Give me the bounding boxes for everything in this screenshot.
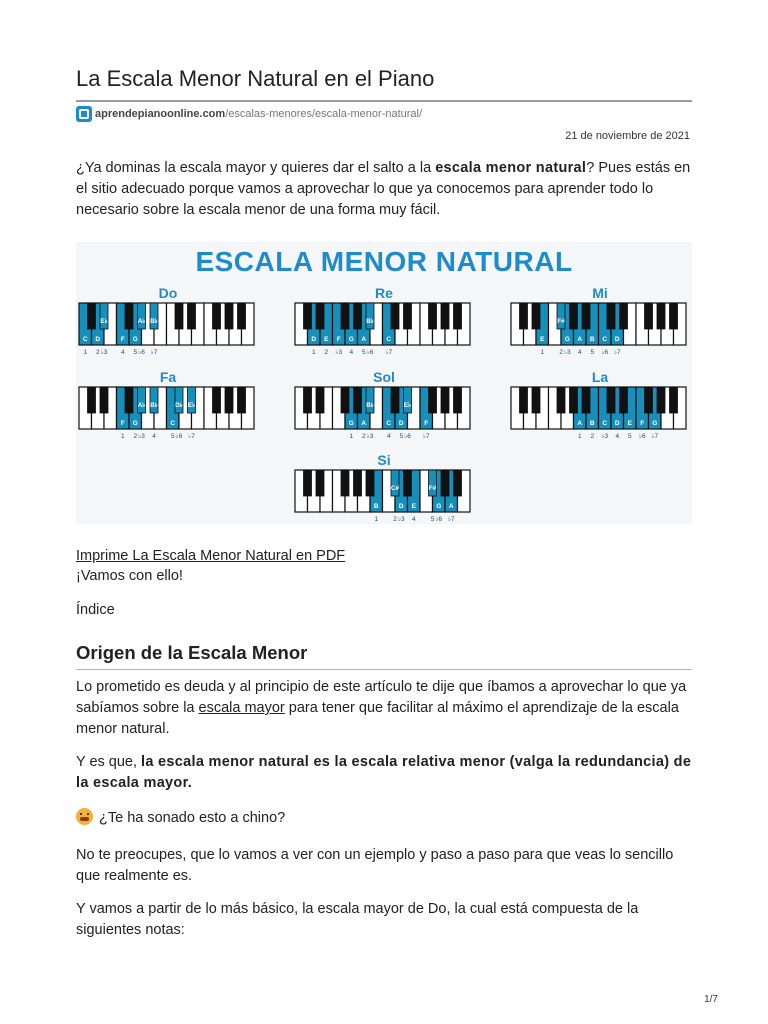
lets-go-text: ¡Vamos con ello! <box>76 568 183 584</box>
degree-label: ♭3 <box>335 349 343 356</box>
black-key <box>670 303 678 329</box>
black-key <box>404 387 412 413</box>
p2-text: Y es que, <box>76 754 142 770</box>
black-key <box>100 303 108 329</box>
note-label: F <box>640 420 645 427</box>
degree-label: 4 <box>577 349 582 356</box>
section-paragraph-4: No te preocupes, que lo vamos a ver con un ejemplo y paso a paso para que veas lo sencillo que realmente es. <box>76 847 674 884</box>
degree-label: 5 <box>627 433 632 440</box>
note-label: D <box>614 420 620 427</box>
intro-bold: escala menor natural <box>435 160 587 176</box>
degree-label: 5 <box>399 433 404 440</box>
degree-label: ♭3 <box>397 516 405 523</box>
keyboard-mi <box>511 285 686 356</box>
black-key <box>225 303 233 329</box>
note-label: D <box>614 336 620 343</box>
keyboard-fa <box>79 369 254 440</box>
black-key <box>304 387 312 413</box>
black-key <box>88 387 96 413</box>
p2-bold: la escala menor natural es la escala relativa menor (valga la redundancia) de la escala mayor. <box>76 754 692 791</box>
degree-label: ♭7 <box>188 433 195 440</box>
black-key <box>557 303 565 329</box>
intro-paragraph <box>76 158 692 221</box>
degree-label: 1 <box>311 349 316 356</box>
note-label: B <box>589 420 595 427</box>
site-favicon-icon <box>76 106 92 122</box>
black-key <box>404 470 412 496</box>
note-label: C <box>386 420 392 427</box>
degree-label: 5 <box>170 433 175 440</box>
black-key <box>620 387 628 413</box>
degree-label: ♭6 <box>638 433 646 440</box>
degree-label: 2 <box>361 433 366 440</box>
black-key <box>441 470 449 496</box>
scale-name-label: La <box>591 369 609 385</box>
black-key <box>607 387 615 413</box>
black-key <box>557 387 565 413</box>
scale-name-label: Mi <box>592 285 608 301</box>
page-title: La Escala Menor Natural en el Piano <box>76 66 435 91</box>
p3-text: ¿Te ha sonado esto a chino? <box>99 810 286 826</box>
black-key <box>366 387 374 413</box>
note-label: D <box>398 420 404 427</box>
degree-label: 1 <box>120 433 125 440</box>
section-paragraph-2 <box>76 752 692 794</box>
black-key <box>429 470 437 496</box>
black-key <box>341 470 349 496</box>
scale-name-label: Do <box>158 285 178 301</box>
degree-label: ♭6 <box>366 349 374 356</box>
black-key <box>454 303 462 329</box>
note-label: C <box>386 336 392 343</box>
note-label: E♭ <box>187 402 196 409</box>
black-key <box>188 387 196 413</box>
black-key <box>441 387 449 413</box>
worried-face-icon <box>76 808 93 825</box>
intro-text-1: ¿Ya dominas la escala mayor y quieres dar el salto a la <box>76 160 436 176</box>
black-key <box>454 387 462 413</box>
black-key <box>150 387 158 413</box>
degree-label: 4 <box>386 433 391 440</box>
note-label: A <box>577 336 583 343</box>
publish-date: 21 de noviembre de 2021 <box>565 130 690 142</box>
degree-label: 1 <box>577 433 582 440</box>
black-key <box>429 303 437 329</box>
black-key <box>391 470 399 496</box>
black-key <box>404 303 412 329</box>
black-key <box>125 387 133 413</box>
note-label: G <box>652 420 658 427</box>
note-label: E <box>627 420 632 427</box>
black-key <box>100 387 108 413</box>
black-key <box>238 303 246 329</box>
note-label: A♭ <box>137 318 146 325</box>
degree-label: ♭6 <box>435 516 443 523</box>
degree-label: ♭3 <box>563 349 571 356</box>
page-number: 1/7 <box>704 994 718 1005</box>
note-label: D <box>95 336 101 343</box>
black-key <box>316 387 324 413</box>
degree-label: ♭6 <box>404 433 411 440</box>
degree-label: 2 <box>133 433 138 440</box>
note-label: A <box>361 420 367 427</box>
title-divider <box>76 100 692 102</box>
degree-label: 2 <box>95 349 100 356</box>
degree-label: 4 <box>349 349 354 356</box>
scale-name-label: Sol <box>373 369 395 385</box>
note-label: D <box>311 336 317 343</box>
note-label: F <box>120 336 125 343</box>
note-label: B <box>589 336 595 343</box>
note-label: F <box>120 420 125 427</box>
note-label: A <box>577 420 583 427</box>
note-label: C <box>602 420 608 427</box>
black-key <box>570 303 578 329</box>
black-key <box>238 387 246 413</box>
degree-label: 1 <box>349 433 354 440</box>
black-key <box>188 303 196 329</box>
major-scale-link[interactable]: escala mayor <box>198 700 285 716</box>
degree-label: 4 <box>120 349 125 356</box>
note-label: F <box>336 336 341 343</box>
degree-label: 2 <box>590 433 595 440</box>
note-label: E <box>540 336 545 343</box>
black-key <box>213 387 221 413</box>
section-paragraph-3 <box>76 808 692 829</box>
black-key <box>520 387 528 413</box>
note-label: C# <box>390 485 400 492</box>
section-paragraph-1 <box>76 677 692 740</box>
black-key <box>441 303 449 329</box>
black-key <box>520 303 528 329</box>
note-label: G <box>132 336 138 343</box>
degree-label: ♭6 <box>601 349 609 356</box>
scale-name-label: Fa <box>159 369 177 385</box>
black-key <box>88 303 96 329</box>
section-paragraph-5: Y vamos a partir de lo más básico, la escala mayor de Do, la cual está compuesta de la siguientes notas: <box>76 901 639 938</box>
degree-label: 2 <box>324 349 329 356</box>
black-key <box>341 303 349 329</box>
p1-text-1: Lo prometido es deuda y al principio de este artículo te dije que íbamos a aprovechar lo que ya sabíamos sobre la <box>76 679 687 716</box>
degree-label: ♭7 <box>150 349 158 356</box>
black-key <box>657 387 665 413</box>
source-path[interactable]: /escalas-menores/escala-menor-natural/ <box>225 108 423 120</box>
degree-label: 5 <box>590 349 595 356</box>
note-label: E <box>411 503 416 510</box>
degree-label: ♭7 <box>447 516 455 523</box>
keyboards-diagram <box>76 242 692 524</box>
keyboard-la <box>511 369 686 440</box>
degree-label: 1 <box>540 349 545 356</box>
black-key <box>213 303 221 329</box>
black-key <box>354 303 362 329</box>
print-pdf-link[interactable]: Imprime La Escala Menor Natural en PDF <box>76 548 346 564</box>
black-key <box>670 387 678 413</box>
black-key <box>429 387 437 413</box>
note-label: E♭ <box>403 402 412 409</box>
black-key <box>454 470 462 496</box>
keyboard-si <box>295 452 470 523</box>
degree-label: ♭6 <box>138 349 145 356</box>
black-key <box>138 387 146 413</box>
degree-label: ♭3 <box>366 433 374 440</box>
black-key <box>366 303 374 329</box>
note-label: D <box>398 503 404 510</box>
note-label: C <box>170 420 176 427</box>
black-key <box>570 387 578 413</box>
degree-label: ♭7 <box>385 349 393 356</box>
black-key <box>125 303 133 329</box>
degree-label: ♭7 <box>422 433 430 440</box>
degree-label: ♭7 <box>651 433 659 440</box>
note-label: G <box>348 336 354 343</box>
black-key <box>304 303 312 329</box>
note-label: D♭ <box>175 402 183 409</box>
note-label: C <box>602 336 608 343</box>
degree-label: 1 <box>374 516 379 523</box>
note-label: E♭ <box>100 318 108 325</box>
black-key <box>316 303 324 329</box>
degree-label: ♭3 <box>100 349 108 356</box>
black-key <box>391 303 399 329</box>
note-label: G <box>436 503 442 510</box>
note-label: F# <box>428 485 437 492</box>
note-label: A <box>448 503 454 510</box>
black-key <box>607 303 615 329</box>
note-label: F <box>424 420 429 427</box>
note-label: G <box>564 336 570 343</box>
note-label: B♭ <box>150 318 158 325</box>
black-key <box>391 387 399 413</box>
note-label: G <box>132 420 138 427</box>
black-key <box>354 470 362 496</box>
degree-label: 5 <box>430 516 435 523</box>
keyboard-sol <box>295 369 470 440</box>
note-label: A♭ <box>137 402 146 409</box>
black-key <box>316 470 324 496</box>
note-label: B♭ <box>150 402 158 409</box>
black-key <box>150 303 158 329</box>
black-key <box>175 303 183 329</box>
black-key <box>366 470 374 496</box>
black-key <box>304 470 312 496</box>
note-label: A <box>361 336 367 343</box>
degree-label: ♭7 <box>613 349 621 356</box>
intro-text-2: ? Pues estás en el sitio adecuado porque vamos a aprovechar lo que ya conocemos para aprender todo lo necesario sobre la escala menor de una forma muy fácil. <box>76 160 691 218</box>
keyboard-do <box>79 285 254 356</box>
black-key <box>138 303 146 329</box>
note-label: B♭ <box>366 318 374 325</box>
keyboard-re <box>295 285 470 356</box>
degree-label: ♭6 <box>175 433 183 440</box>
degree-label: 4 <box>615 433 620 440</box>
degree-label: ♭3 <box>138 433 145 440</box>
black-key <box>645 303 653 329</box>
black-key <box>532 303 540 329</box>
note-label: B♭ <box>366 402 374 409</box>
black-key <box>532 387 540 413</box>
source-url[interactable] <box>76 106 422 122</box>
degree-label: ♭3 <box>601 433 609 440</box>
degree-label: 4 <box>411 516 416 523</box>
print-pdf-line <box>76 546 692 567</box>
black-key <box>341 387 349 413</box>
note-label: G <box>348 420 354 427</box>
p1-text-2: para tener que facilitar al máximo el aprendizaje de la escala menor natural. <box>76 700 679 737</box>
scale-name-label: Si <box>377 452 391 468</box>
black-key <box>354 387 362 413</box>
black-key <box>175 387 183 413</box>
scale-figure <box>76 242 692 524</box>
black-key <box>225 387 233 413</box>
figure-title: ESCALA MENOR NATURAL <box>195 246 573 277</box>
black-key <box>582 387 590 413</box>
black-key <box>657 303 665 329</box>
note-label: B <box>373 503 379 510</box>
degree-label: 5 <box>361 349 366 356</box>
scale-name-label: Re <box>375 285 393 301</box>
note-label: F# <box>557 318 565 325</box>
section-divider <box>76 669 692 670</box>
black-key <box>620 303 628 329</box>
black-key <box>582 303 590 329</box>
note-label: C <box>82 336 88 343</box>
source-domain[interactable]: aprendepianoonline.com <box>95 108 226 120</box>
degree-label: 2 <box>393 516 397 523</box>
black-key <box>645 387 653 413</box>
section-heading: Origen de la Escala Menor <box>76 642 308 663</box>
degree-label: 4 <box>152 433 156 440</box>
degree-label: 2 <box>559 349 563 356</box>
note-label: E <box>324 336 329 343</box>
degree-label: 1 <box>83 349 88 356</box>
degree-label: 5 <box>133 349 138 356</box>
index-toggle[interactable]: Índice <box>76 602 115 618</box>
